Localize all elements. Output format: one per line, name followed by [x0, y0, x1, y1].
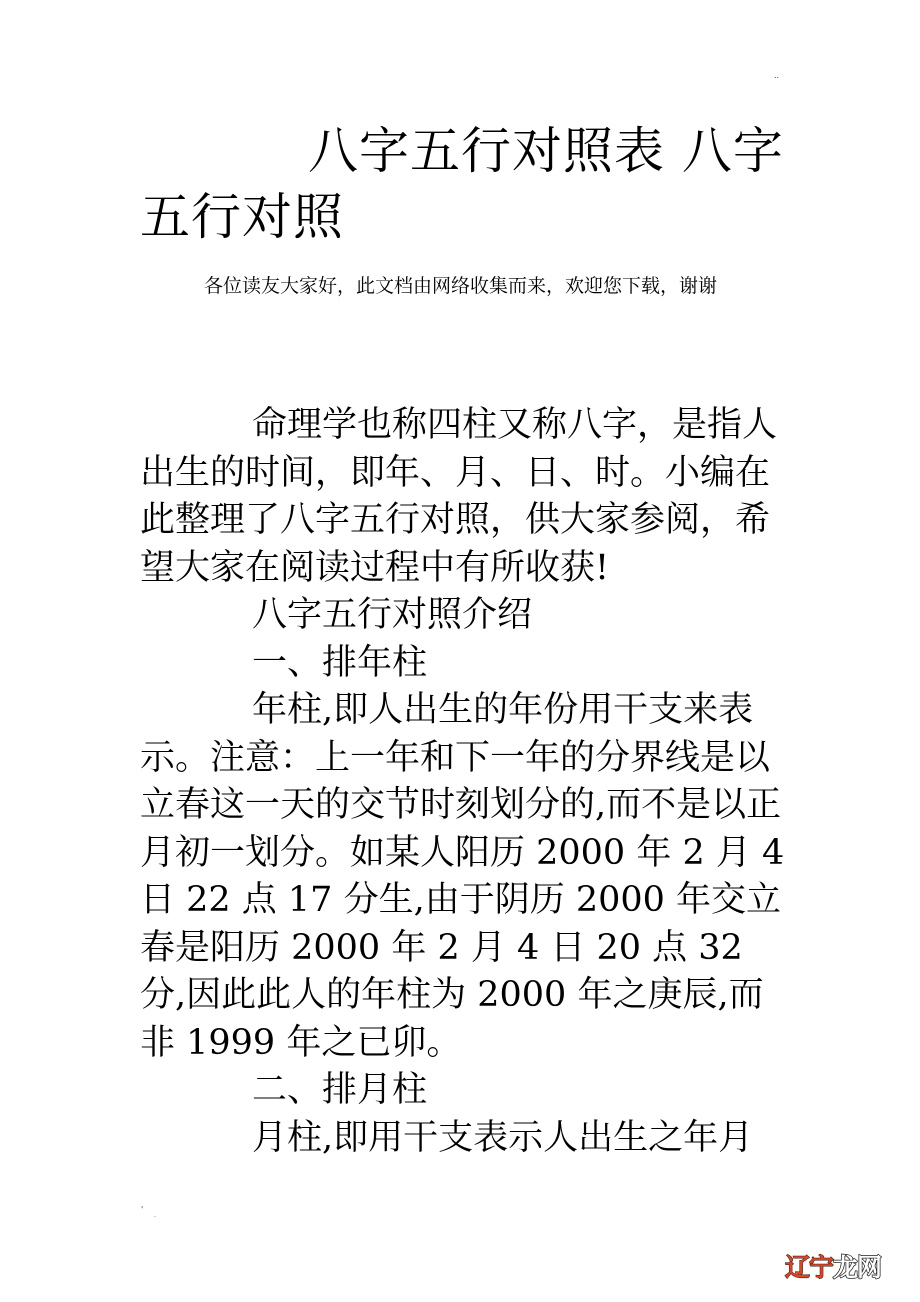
intro-note: 各位读友大家好，此文档由网络收集而来，欢迎您下载，谢谢 [204, 275, 718, 297]
document-body [140, 402, 790, 1162]
document-title: 八字五行对照表 八字五行对照 [140, 122, 784, 246]
section-heading: 八字五行对照介绍 [252, 595, 533, 635]
watermark-part-red: 辽宁 [785, 1253, 834, 1282]
paragraph-year-pillar: 年柱,即人出生的年份用干支来表示。注意：上一年和下一年的分界线是以立春这一天的交节时刻划分的,而不是以正月初一划分。如某人阳历 2000 年 2 月 4 日 22 点 17 分生,由于阴历 2000 年交立春是阳历 2000 年 2 月 4 日 20 点 32 分,因此此人的年柱为 2000 年之庚辰,而非 1999 年之已卯。 [140, 690, 785, 1063]
paragraph-month-pillar: 月柱,即用干支表示人出生之年月 [252, 1117, 754, 1158]
subsection-heading-month-pillar: 二、排月柱 [252, 1070, 428, 1110]
watermark-logo [785, 1252, 881, 1284]
paragraph-intro: 命理学也称四柱又称八字，是指人出生的时间，即年、月、日、时。小编在此整理了八字五行对照，供大家参阅，希望大家在阅读过程中有所收获! [140, 405, 778, 588]
watermark-part-white: 龙网 [833, 1253, 882, 1282]
header-mark: .. [774, 71, 780, 80]
footer-mark-dot: . [154, 1212, 156, 1219]
footer-mark: ' [141, 1205, 144, 1214]
subsection-heading-year-pillar: 一、排年柱 [252, 642, 428, 683]
